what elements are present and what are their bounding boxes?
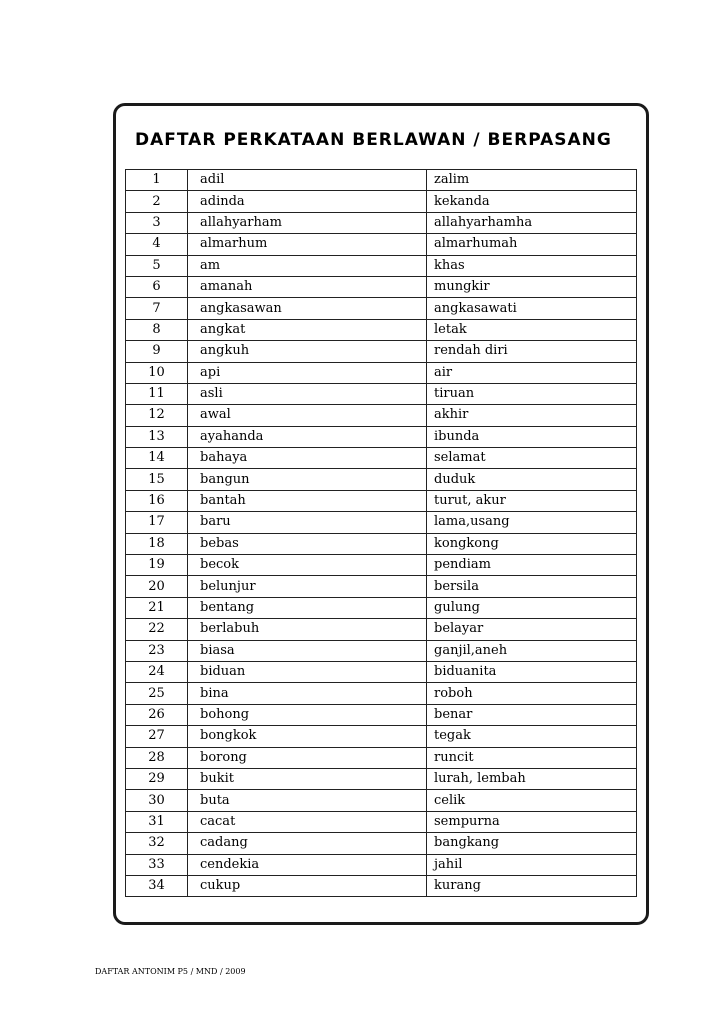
row-number: 21 (126, 597, 188, 618)
antonym-cell: air (427, 362, 637, 383)
table-row (126, 726, 637, 747)
antonym-cell: rendah diri (427, 341, 637, 362)
antonym-cell: biduanita (427, 661, 637, 682)
table-row (126, 747, 637, 768)
word-cell: borong (188, 747, 427, 768)
antonym-cell: bersila (427, 576, 637, 597)
antonym-cell: duduk (427, 469, 637, 490)
row-number: 19 (126, 555, 188, 576)
antonym-cell: lurah, lembah (427, 768, 637, 789)
antonym-table-body (126, 170, 637, 897)
word-cell: api (188, 362, 427, 383)
row-number: 15 (126, 469, 188, 490)
row-number: 8 (126, 319, 188, 340)
row-number: 22 (126, 619, 188, 640)
row-number: 32 (126, 833, 188, 854)
word-cell: cadang (188, 833, 427, 854)
page-footer: DAFTAR ANTONIM P5 / MND / 2009 (95, 967, 246, 976)
antonym-cell: lama,usang (427, 512, 637, 533)
word-cell: biduan (188, 661, 427, 682)
row-number: 27 (126, 726, 188, 747)
antonym-cell: jahil (427, 854, 637, 875)
table-row (126, 234, 637, 255)
word-cell: baru (188, 512, 427, 533)
word-cell: am (188, 255, 427, 276)
document-title: DAFTAR PERKATAAN BERLAWAN / BERPASANG (135, 130, 612, 150)
antonym-cell: belayar (427, 619, 637, 640)
table-row (126, 469, 637, 490)
word-cell: angkasawan (188, 298, 427, 319)
row-number: 12 (126, 405, 188, 426)
row-number: 31 (126, 811, 188, 832)
table-row (126, 298, 637, 319)
row-number: 3 (126, 212, 188, 233)
antonym-cell: zalim (427, 170, 637, 191)
table-row (126, 512, 637, 533)
table-row (126, 790, 637, 811)
table-row (126, 191, 637, 212)
antonym-cell: mungkir (427, 276, 637, 297)
word-cell: angkuh (188, 341, 427, 362)
word-cell: bebas (188, 533, 427, 554)
table-row (126, 383, 637, 404)
table-row (126, 255, 637, 276)
word-cell: bina (188, 683, 427, 704)
row-number: 23 (126, 640, 188, 661)
word-cell: cukup (188, 875, 427, 896)
word-cell: ayahanda (188, 426, 427, 447)
word-cell: adinda (188, 191, 427, 212)
antonym-cell: letak (427, 319, 637, 340)
word-cell: awal (188, 405, 427, 426)
table-row (126, 490, 637, 511)
word-cell: amanah (188, 276, 427, 297)
table-row (126, 362, 637, 383)
table-row (126, 448, 637, 469)
word-cell: almarhum (188, 234, 427, 255)
antonym-cell: roboh (427, 683, 637, 704)
antonym-cell: sempurna (427, 811, 637, 832)
table-row (126, 555, 637, 576)
word-cell: cacat (188, 811, 427, 832)
word-cell: biasa (188, 640, 427, 661)
row-number: 29 (126, 768, 188, 789)
table-row (126, 683, 637, 704)
row-number: 16 (126, 490, 188, 511)
table-row (126, 875, 637, 896)
table-row (126, 319, 637, 340)
antonym-cell: selamat (427, 448, 637, 469)
table-row (126, 426, 637, 447)
row-number: 14 (126, 448, 188, 469)
word-cell: bongkok (188, 726, 427, 747)
row-number: 1 (126, 170, 188, 191)
word-cell: bahaya (188, 448, 427, 469)
word-cell: angkat (188, 319, 427, 340)
word-cell: bukit (188, 768, 427, 789)
antonym-cell: celik (427, 790, 637, 811)
antonym-cell: tiruan (427, 383, 637, 404)
table-row (126, 276, 637, 297)
table-row (126, 704, 637, 725)
antonym-cell: khas (427, 255, 637, 276)
table-row (126, 854, 637, 875)
antonym-cell: kurang (427, 875, 637, 896)
word-cell: bentang (188, 597, 427, 618)
row-number: 7 (126, 298, 188, 319)
row-number: 4 (126, 234, 188, 255)
antonym-cell: ibunda (427, 426, 637, 447)
row-number: 5 (126, 255, 188, 276)
table-row (126, 811, 637, 832)
row-number: 24 (126, 661, 188, 682)
antonym-cell: akhir (427, 405, 637, 426)
word-cell: belunjur (188, 576, 427, 597)
antonym-cell: turut, akur (427, 490, 637, 511)
word-cell: bantah (188, 490, 427, 511)
antonym-cell: benar (427, 704, 637, 725)
word-cell: allahyarham (188, 212, 427, 233)
table-row (126, 212, 637, 233)
table-row (126, 640, 637, 661)
antonym-cell: allahyarhamha (427, 212, 637, 233)
antonym-cell: kekanda (427, 191, 637, 212)
antonym-cell: bangkang (427, 833, 637, 854)
table-row (126, 341, 637, 362)
word-cell: cendekia (188, 854, 427, 875)
row-number: 28 (126, 747, 188, 768)
table-row (126, 619, 637, 640)
row-number: 30 (126, 790, 188, 811)
antonym-cell: kongkong (427, 533, 637, 554)
row-number: 10 (126, 362, 188, 383)
row-number: 13 (126, 426, 188, 447)
row-number: 33 (126, 854, 188, 875)
row-number: 34 (126, 875, 188, 896)
row-number: 25 (126, 683, 188, 704)
table-row (126, 405, 637, 426)
antonym-cell: runcit (427, 747, 637, 768)
antonym-cell: tegak (427, 726, 637, 747)
table-row (126, 597, 637, 618)
row-number: 17 (126, 512, 188, 533)
row-number: 20 (126, 576, 188, 597)
antonym-cell: angkasawati (427, 298, 637, 319)
word-cell: buta (188, 790, 427, 811)
word-cell: becok (188, 555, 427, 576)
table-row (126, 533, 637, 554)
antonym-table (125, 169, 637, 897)
table-row (126, 576, 637, 597)
word-cell: adil (188, 170, 427, 191)
row-number: 6 (126, 276, 188, 297)
row-number: 11 (126, 383, 188, 404)
antonym-cell: pendiam (427, 555, 637, 576)
row-number: 26 (126, 704, 188, 725)
antonym-cell: almarhumah (427, 234, 637, 255)
table-row (126, 170, 637, 191)
word-cell: asli (188, 383, 427, 404)
table-row (126, 768, 637, 789)
row-number: 2 (126, 191, 188, 212)
row-number: 18 (126, 533, 188, 554)
word-cell: berlabuh (188, 619, 427, 640)
word-cell: bohong (188, 704, 427, 725)
table-row (126, 661, 637, 682)
table-row (126, 833, 637, 854)
word-cell: bangun (188, 469, 427, 490)
antonym-cell: gulung (427, 597, 637, 618)
row-number: 9 (126, 341, 188, 362)
antonym-cell: ganjil,aneh (427, 640, 637, 661)
